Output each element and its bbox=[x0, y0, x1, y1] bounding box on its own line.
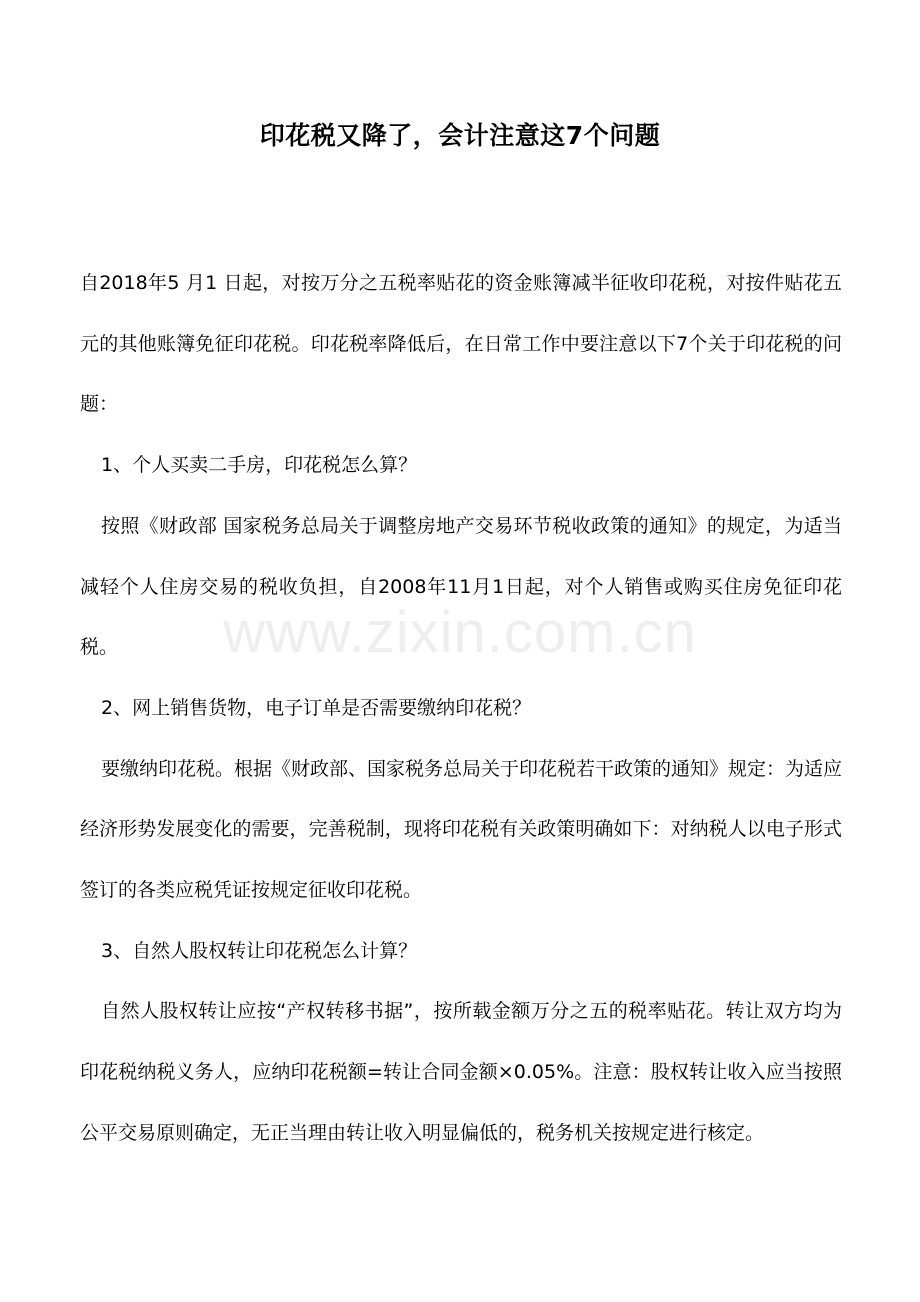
question-heading-1: 1、个人买卖二手房，印花税怎么算？ bbox=[101, 454, 418, 477]
answer-paragraph-1: 按照《财政部 国家税务总局关于调整房地产交易环节税收政策的通知》的规定，为适当减轻个人住房交易的税收负担，自2008年11月1日起，对个人销售或购买住房免征印花税。 bbox=[80, 514, 842, 659]
question-heading-2: 2、网上销售货物，电子订单是否需要缴纳印花税？ bbox=[101, 696, 532, 719]
question-heading-3: 3、自然人股权转让印花税怎么计算？ bbox=[101, 939, 418, 962]
document-body bbox=[80, 253, 842, 1164]
answer-paragraph-2: 要缴纳印花税。根据《财政部、国家税务总局关于印花税若干政策的通知》规定：为适应经济形势发展变化的需要，完善税制，现将印花税有关政策明确如下：对纳税人以电子形式签订的各类应税凭证按规定征收印花税。 bbox=[80, 757, 843, 902]
answer-paragraph-3: 自然人股权转让应按“产权转移书据”，按所载金额万分之五的税率贴花。转让双方均为印花税纳税义务人，应纳印花税额=转让合同金额×0.05%。注意：股权转让收入应当按照公平交易原则确定，无正当理由转让收入明显偏低的，税务机关按规定进行核定。 bbox=[80, 1000, 842, 1144]
watermark-text: www.zixin.com.cn bbox=[223, 600, 697, 665]
page-title: 印花税又降了，会计注意这7个问题 bbox=[259, 121, 661, 150]
intro-paragraph: 自2018年5 月1 日起，对按万分之五税率贴花的资金账簿减半征收印花税，对按件贴花五元的其他账簿免征印花税。印花税率降低后，在日常工作中要注意以下7个关于印花税的问题： bbox=[80, 272, 842, 416]
